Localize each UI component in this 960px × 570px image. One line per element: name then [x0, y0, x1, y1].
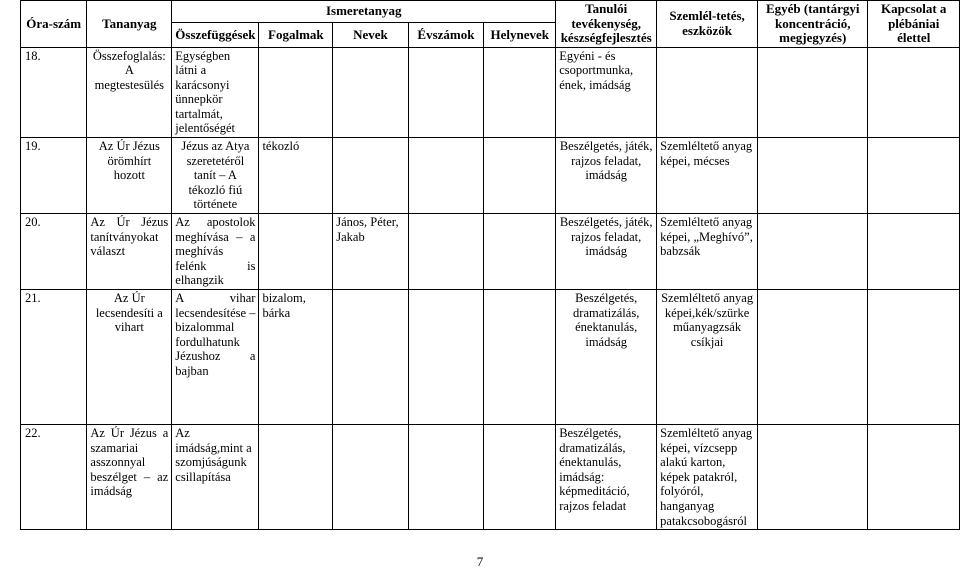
- cell-szemleltetes: Szemléltető anyag képei, „Meghívó”, babzsák: [657, 214, 758, 290]
- cell-osszefuggesek: Az imádság,mint a szomjúságunk csillapítása: [172, 425, 259, 530]
- cell-szemleltetes: [657, 47, 758, 138]
- table-row: [21, 47, 960, 138]
- cell-tanuloi: Beszélgetés, dramatizálás, énektanulás, imádság: [556, 290, 657, 425]
- cell-egyeb: [758, 214, 868, 290]
- cell-nevek: [333, 290, 408, 425]
- cell-helynevek: [484, 138, 556, 214]
- cell-ora: 22.: [21, 425, 87, 530]
- header-ismeretanyag: Ismeretanyag: [172, 1, 556, 23]
- header-tanuloi: Tanulói tevékenység, készségfejlesztés: [556, 1, 657, 48]
- cell-tananyag: Az Úr Jézus a szamariai asszonnyal beszélget – az imádság: [87, 425, 172, 530]
- cell-nevek: [333, 138, 408, 214]
- cell-szemleltetes: Szemléltető anyag képei, vízcsepp alakú karton, képek patakról, folyóról, hanganyag patakcsobogásról: [657, 425, 758, 530]
- cell-egyeb: [758, 138, 868, 214]
- cell-evszamok: [408, 290, 484, 425]
- table-row: [21, 214, 960, 290]
- header-kapcsolat: Kapcsolat a plébániai élettel: [868, 1, 960, 48]
- cell-helynevek: [484, 214, 556, 290]
- cell-fogalmak: tékozló: [259, 138, 333, 214]
- cell-tananyag: Az Úr Jézus tanítványokat választ: [87, 214, 172, 290]
- cell-evszamok: [408, 47, 484, 138]
- cell-evszamok: [408, 425, 484, 530]
- header-nevek: Nevek: [333, 23, 408, 47]
- cell-helynevek: [484, 47, 556, 138]
- cell-ora: 21.: [21, 290, 87, 425]
- header-helynevek: Helynevek: [484, 23, 556, 47]
- cell-tananyag: Az Úr Jézus örömhírt hozott: [87, 138, 172, 214]
- cell-fogalmak: [259, 425, 333, 530]
- cell-ora: 19.: [21, 138, 87, 214]
- cell-ora: 20.: [21, 214, 87, 290]
- header-evszamok: Évszámok: [408, 23, 484, 47]
- cell-helynevek: [484, 290, 556, 425]
- page-number: 7: [476, 554, 484, 569]
- cell-kapcsolat: [868, 47, 960, 138]
- cell-helynevek: [484, 425, 556, 530]
- cell-ora: 18.: [21, 47, 87, 138]
- cell-osszefuggesek: Jézus az Atya szeretetéről tanít – A tékozló fiú története: [172, 138, 259, 214]
- cell-nevek: [333, 47, 408, 138]
- cell-nevek: János, Péter, Jakab: [333, 214, 408, 290]
- cell-kapcsolat: [868, 138, 960, 214]
- cell-egyeb: [758, 290, 868, 425]
- cell-nevek: [333, 425, 408, 530]
- cell-egyeb: [758, 425, 868, 530]
- cell-egyeb: [758, 47, 868, 138]
- cell-kapcsolat: [868, 290, 960, 425]
- header-tananyag: Tananyag: [87, 1, 172, 48]
- header-egyeb: Egyéb (tantárgyi koncentráció, megjegyzés): [758, 1, 868, 48]
- cell-osszefuggesek: Az apostolok meghívása – a meghívás felénk is elhangzik: [172, 214, 259, 290]
- cell-evszamok: [408, 138, 484, 214]
- table-row: [21, 425, 960, 530]
- cell-osszefuggesek: Egységben látni a karácsonyi ünnepkör tartalmát, jelentőségét: [172, 47, 259, 138]
- cell-tanuloi: Beszélgetés, játék, rajzos feladat, imádság: [556, 214, 657, 290]
- cell-fogalmak: [259, 47, 333, 138]
- cell-tanuloi: Egyéni - és csoportmunka, ének, imádság: [556, 47, 657, 138]
- cell-tananyag: Az Úr lecsendesíti a vihart: [87, 290, 172, 425]
- lesson-plan-table: [20, 0, 960, 530]
- cell-evszamok: [408, 214, 484, 290]
- cell-tanuloi: Beszélgetés, dramatizálás, énektanulás, imádság: képmeditáció, rajzos feladat: [556, 425, 657, 530]
- cell-kapcsolat: [868, 214, 960, 290]
- table-row: [21, 138, 960, 214]
- cell-fogalmak: [259, 214, 333, 290]
- header-osszefuggesek: Összefüggések: [172, 23, 259, 47]
- cell-szemleltetes: Szemléltető anyag képei, mécses: [657, 138, 758, 214]
- cell-tanuloi: Beszélgetés, játék, rajzos feladat, imádság: [556, 138, 657, 214]
- header-ora: Óra-szám: [21, 1, 87, 48]
- cell-szemleltetes: Szemléltető anyag képei,kék/szürke műanyagzsák csíkjai: [657, 290, 758, 425]
- cell-tananyag: Összefoglalás: A megtestesülés: [87, 47, 172, 138]
- header-szemleltetes: Szemlél-tetés, eszközök: [657, 1, 758, 48]
- table-row: [21, 290, 960, 425]
- cell-kapcsolat: [868, 425, 960, 530]
- header-fogalmak: Fogalmak: [259, 23, 333, 47]
- cell-fogalmak: bizalom, bárka: [259, 290, 333, 425]
- cell-osszefuggesek: A vihar lecsendesítése – bizalommal fordulhatunk Jézushoz a bajban: [172, 290, 259, 425]
